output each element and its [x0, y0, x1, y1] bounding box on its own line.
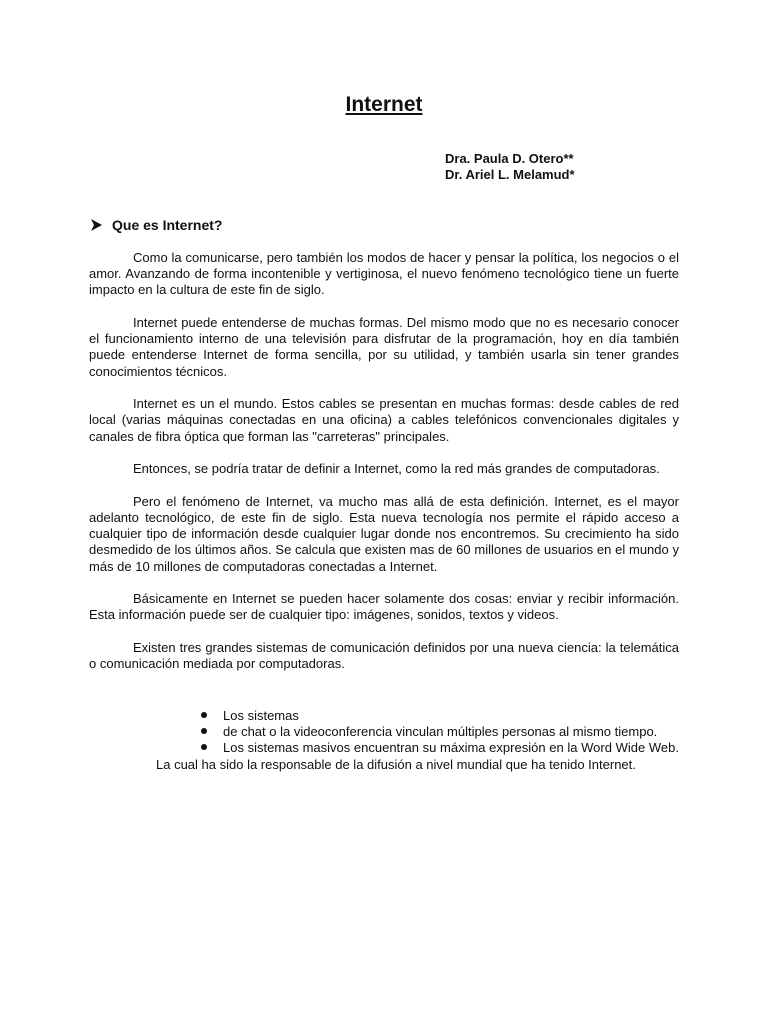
list-item-text: Los sistemas masivos encuentran su máxima expresión en la Word Wide Web. La cual ha sido la responsable de la difusión a nivel mundial que ha tenido Internet. [156, 740, 679, 772]
body-text [89, 250, 679, 689]
paragraph: Internet puede entenderse de muchas formas. Del mismo modo que no es necesario conocer el funcionamiento interno de una televisión para disfrutar de la programación, hoy en día también puede entenderse Internet de forma sencilla, por su utilidad, y también usarla sin tener grandes conocimientos técnicos. [89, 315, 679, 379]
author-list [445, 151, 575, 183]
paragraph: Existen tres grandes sistemas de comunicación definidos por una nueva ciencia: la telemática o comunicación mediada por computadoras. [89, 640, 679, 672]
bullet-list [156, 708, 679, 773]
list-item-text: de chat o la videoconferencia vinculan múltiples personas al mismo tiempo. [223, 724, 658, 740]
bullet-icon [156, 708, 223, 724]
section-heading [89, 216, 222, 234]
paragraph: Pero el fenómeno de Internet, va mucho mas allá de esta definición. Internet, es el mayor adelanto tecnológico, de este fin de siglo. Esta nueva tecnología nos permite el rápido acceso a cualquier tipo de información desde cualquier lugar donde nos encontremos. Su crecimiento ha sido desmedido de los últimos años. Se calcula que existen mas de 60 millones de usuarios en el mundo y más de 10 millones de computadoras conectadas a Internet. [89, 493, 679, 574]
paragraph: Básicamente en Internet se pueden hacer solamente dos cosas: enviar y recibir información. Esta información puede ser de cualquier tipo: imágenes, sonidos, textos y videos. [89, 591, 679, 623]
list-item-text: Los sistemas [223, 708, 299, 723]
list-item [156, 724, 679, 740]
paragraph: Como la comunicarse, pero también los modos de hacer y pensar la política, los negocios o el amor. Avanzando de forma incontenible y vertiginosa, el nuevo fenómeno tecnológico tiene un fuerte impacto en la cultura de este fin de siglo. [89, 250, 679, 298]
author-name: Dr. Ariel L. Melamud* [445, 167, 575, 182]
paragraph: Internet es un el mundo. Estos cables se presentan en muchas formas: desde cables de red local (varias máquinas conectadas en una oficina) a cables telefónicos convencionales digitales y canales de fibra óptica que forman las "carreteras" principales. [89, 396, 679, 444]
section-heading-text: Que es Internet? [112, 217, 223, 233]
arrow-bullet-icon [89, 218, 103, 232]
list-item [156, 740, 679, 772]
bullet-icon [156, 724, 223, 740]
bullet-icon [156, 740, 223, 756]
author-name: Dra. Paula D. Otero** [445, 151, 574, 166]
list-item [156, 708, 679, 724]
paragraph: Entonces, se podría tratar de definir a Internet, como la red más grandes de computadoras. [133, 461, 660, 477]
page-title: Internet [345, 93, 423, 116]
